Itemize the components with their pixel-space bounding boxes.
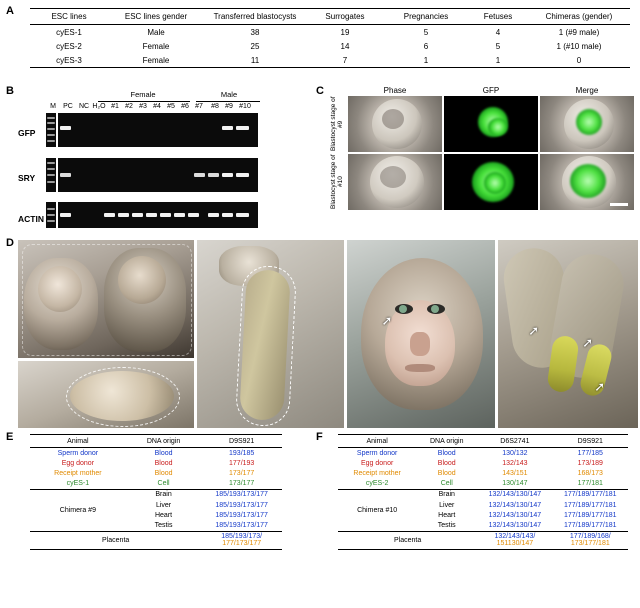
table-row: [30, 479, 282, 490]
table-row: [30, 468, 282, 478]
table-row: [338, 448, 628, 459]
cell: 25: [250, 41, 260, 51]
panel-b-letter: B: [6, 85, 14, 97]
gel-row-label-sry: SRY: [18, 173, 36, 183]
photo-limb-dashed: [197, 240, 345, 428]
row-label-blastocyst-9: Blastocyst stage of #9: [330, 96, 345, 152]
photo-two-infant-monkeys: [18, 240, 194, 358]
cell-animal: cyES-2: [365, 480, 389, 488]
table-row: [338, 479, 628, 490]
cell-genotype: 185/193/173/177: [215, 511, 268, 519]
cell-animal: Sperm donor: [356, 449, 398, 457]
panel-b: [6, 86, 306, 234]
cell-d9s921: 173/177: [229, 469, 255, 477]
gel-row-label-actin: ACTIN: [18, 214, 44, 224]
col-animal: Animal: [338, 435, 416, 448]
col-d6s2741: D6S2741: [477, 435, 552, 448]
panel-a-table: [30, 8, 630, 68]
micrograph-phase-10: [348, 154, 442, 210]
cell-tissue: Heart: [438, 511, 456, 519]
cell-chimera-label: Chimera #9: [30, 489, 126, 531]
photo-row: [18, 240, 638, 428]
cell-genotype-d6: 132/143/130/147: [488, 511, 542, 519]
cell-d9s921: 177/193: [229, 459, 255, 467]
cell-animal: Egg donor: [360, 459, 394, 467]
col-header-phase: Phase: [383, 86, 407, 95]
lane-label-7: #7: [195, 103, 203, 110]
micrograph-gfp-9: [444, 96, 538, 152]
cell-tissue: Brain: [126, 489, 202, 500]
cell-placenta-label: Placenta: [338, 531, 477, 549]
cell: 4: [495, 27, 501, 37]
panel-f-table: [338, 434, 628, 550]
lane-label-8: #8: [211, 103, 219, 110]
micrograph-gfp-10: [444, 154, 538, 210]
cell-genotype: 185/193/173/177: [215, 521, 268, 529]
lane-label-9: #9: [225, 103, 233, 110]
cell-d6s2741: 143/151: [502, 469, 528, 477]
placenta-d6-line-1: 132/143/143/: [494, 533, 536, 541]
lane-label-10: #10: [239, 103, 251, 110]
cell: 1: [468, 53, 528, 68]
col-header-gfp: GFP: [482, 86, 500, 95]
cell-origin: Blood: [154, 469, 173, 477]
cell: 5: [495, 41, 501, 51]
cell: 7: [306, 53, 384, 68]
table-row: [338, 489, 628, 500]
panel-c: [316, 86, 634, 234]
cell-tissue: Heart: [154, 511, 173, 519]
cell-d6s2741: 130/132: [502, 449, 528, 457]
cell-animal: Sperm donor: [57, 449, 99, 457]
placenta-d6-line-2: 151130/147: [496, 540, 534, 548]
cell-genotype-d6: 132/143/130/147: [488, 521, 542, 529]
cell-origin: Blood: [437, 459, 456, 467]
cell-animal: Egg donor: [61, 459, 95, 467]
cell-placenta-d9: [553, 531, 628, 549]
cell-chimera-label: Chimera #10: [338, 489, 416, 531]
micrograph-merge-9: [540, 96, 634, 152]
cell-tissue: Brain: [416, 489, 477, 500]
cell: Female: [142, 41, 170, 51]
gel-gfp: [58, 113, 258, 147]
col-esc-gender: ESC lines gender: [108, 9, 204, 25]
group-label-male: Male: [220, 90, 238, 99]
gel-sry: [58, 158, 258, 192]
lane-label-nc: NC: [78, 103, 90, 110]
col-fetuses: Fetuses: [468, 9, 528, 25]
lane-label-m: M: [50, 103, 56, 110]
table-row: [30, 448, 282, 459]
cell-d6s2741: 132/143: [502, 459, 528, 467]
table-header-row: [30, 435, 282, 448]
cell-genotype-d9: 177/189/177/181: [564, 501, 617, 509]
cell-d9s921: 177/181: [577, 480, 603, 488]
cell-d6s2741: 130/147: [502, 480, 528, 488]
placenta-d9-line-1: 177/189/168/: [569, 533, 611, 541]
cell-genotype-d9: 177/189/177/181: [564, 521, 617, 529]
cell: 19: [340, 27, 350, 37]
table-row: [30, 489, 282, 500]
group-label-female: Female: [130, 90, 156, 99]
table-header-row: [338, 435, 628, 448]
cell-d9s921: 193/185: [229, 449, 255, 457]
cell-placenta-label: Placenta: [30, 531, 201, 549]
col-d9s921: D9S921: [201, 435, 282, 448]
gel-marker-lane-gfp: [46, 113, 56, 147]
lane-label-h2o: H₂O: [92, 103, 106, 110]
micrograph-merge-10: [540, 154, 634, 210]
cell: 0: [528, 53, 630, 68]
table-row: [30, 39, 630, 53]
col-d9s921: D9S921: [553, 435, 628, 448]
table-header-row: [30, 9, 630, 25]
gel-row-label-gfp: GFP: [18, 128, 36, 138]
cell-origin: Blood: [154, 459, 173, 467]
col-transferred: Transferred blastocysts: [204, 9, 306, 25]
gel-actin: [58, 202, 258, 228]
panel-e-letter: E: [6, 431, 14, 443]
cell: 38: [250, 27, 260, 37]
cell: cyES-3: [30, 53, 108, 68]
cell-animal: cyES-1: [66, 480, 90, 488]
col-header-merge: Merge: [575, 86, 599, 95]
cell: 6: [423, 41, 429, 51]
cell-origin: Cell: [157, 480, 170, 488]
lane-label-6: #6: [181, 103, 189, 110]
cell-tissue: Testis: [154, 521, 173, 529]
cell-origin: Cell: [440, 480, 453, 488]
gel-marker-lane-actin: [46, 202, 56, 228]
panel-e-table: [30, 434, 282, 550]
table-row: [30, 25, 630, 40]
cell-origin: Blood: [437, 449, 456, 457]
placenta-line-1: 185/193/173/: [221, 533, 263, 541]
cell-origin: Blood: [437, 469, 456, 477]
microscopy-grid: [330, 86, 634, 210]
cell-animal: Receipt mother: [353, 469, 401, 477]
group-rule-female: [98, 101, 190, 102]
cell: 11: [204, 53, 306, 68]
cell-genotype: 185/193/173/177: [215, 501, 268, 509]
cell-tissue: Liver: [439, 501, 455, 509]
arrow-annotation: ➚: [582, 335, 594, 350]
col-chimeras: Chimeras (gender): [528, 9, 630, 25]
arrow-annotation: ➚: [594, 379, 606, 394]
gel-marker-lane-sry: [46, 158, 56, 192]
cell-tissue: Liver: [155, 501, 172, 509]
lane-label-4: #4: [153, 103, 161, 110]
cell-genotype-d9: 177/189/177/181: [553, 489, 628, 500]
panel-a-letter: A: [6, 5, 14, 17]
lane-label-pc: PC: [63, 103, 73, 110]
cell-placenta-d6: [477, 531, 552, 549]
scale-bar: [610, 203, 628, 206]
cell: 14: [340, 41, 350, 51]
panel-d-letter: D: [6, 237, 14, 249]
cell: 1 (#10 male): [556, 41, 602, 51]
table-row: [30, 531, 282, 549]
placenta-line-2: 177/173/177: [222, 540, 262, 548]
col-dna-origin: DNA origin: [126, 435, 202, 448]
table-row: [338, 458, 628, 468]
arrow-annotation: ➚: [381, 313, 393, 328]
lane-label-2: #2: [125, 103, 133, 110]
photo-feet-pigment: [498, 240, 638, 428]
cell-d9s921: 173/177: [229, 480, 255, 488]
cell-genotype: 185/193/173/177: [201, 489, 282, 500]
cell-d9s921: 173/189: [577, 459, 603, 467]
row-label-blastocyst-10: Blastocyst stage of #10: [330, 154, 345, 210]
gel-figure: [18, 90, 310, 236]
table-row: [338, 468, 628, 478]
cell-placenta-genotype: [201, 531, 282, 549]
lane-label-5: #5: [167, 103, 175, 110]
placenta-d9-line-2: 173/177/181: [570, 540, 610, 548]
cell-genotype-d6: 132/143/130/147: [477, 489, 552, 500]
panel-d: [6, 238, 634, 430]
cell: Female: [108, 53, 204, 68]
table-row: [30, 53, 630, 68]
arrow-annotation: ➚: [528, 323, 540, 338]
col-dna-origin: DNA origin: [416, 435, 477, 448]
cell: Male: [147, 27, 165, 37]
cell-origin: Blood: [154, 449, 173, 457]
panel-f-letter: F: [316, 431, 323, 443]
cell-animal: Receipt mother: [54, 469, 102, 477]
photo-hand-closeup: [18, 361, 194, 428]
cell-d9s921: 177/185: [577, 449, 603, 457]
cell: cyES-2: [56, 41, 82, 51]
cell-d9s921: 168/173: [577, 469, 603, 477]
col-surrogates: Surrogates: [306, 9, 384, 25]
lane-label-1: #1: [111, 103, 119, 110]
photo-monkey-face: [347, 240, 495, 428]
lane-label-3: #3: [139, 103, 147, 110]
cell-genotype-d6: 132/143/130/147: [488, 501, 542, 509]
group-rule-male: [196, 101, 260, 102]
col-esc-lines: ESC lines: [30, 9, 108, 25]
table-row: [338, 531, 628, 549]
panel-c-letter: C: [316, 85, 324, 97]
cell: 1: [384, 53, 468, 68]
col-pregnancies: Pregnancies: [384, 9, 468, 25]
cell: 5: [423, 27, 429, 37]
table-row: [30, 458, 282, 468]
col-animal: Animal: [30, 435, 126, 448]
cell-genotype-d9: 177/189/177/181: [564, 511, 617, 519]
cell-tissue: Testis: [437, 521, 456, 529]
cell: cyES-1: [56, 27, 82, 37]
cell: 1 (#9 male): [558, 27, 600, 37]
micrograph-phase-9: [348, 96, 442, 152]
